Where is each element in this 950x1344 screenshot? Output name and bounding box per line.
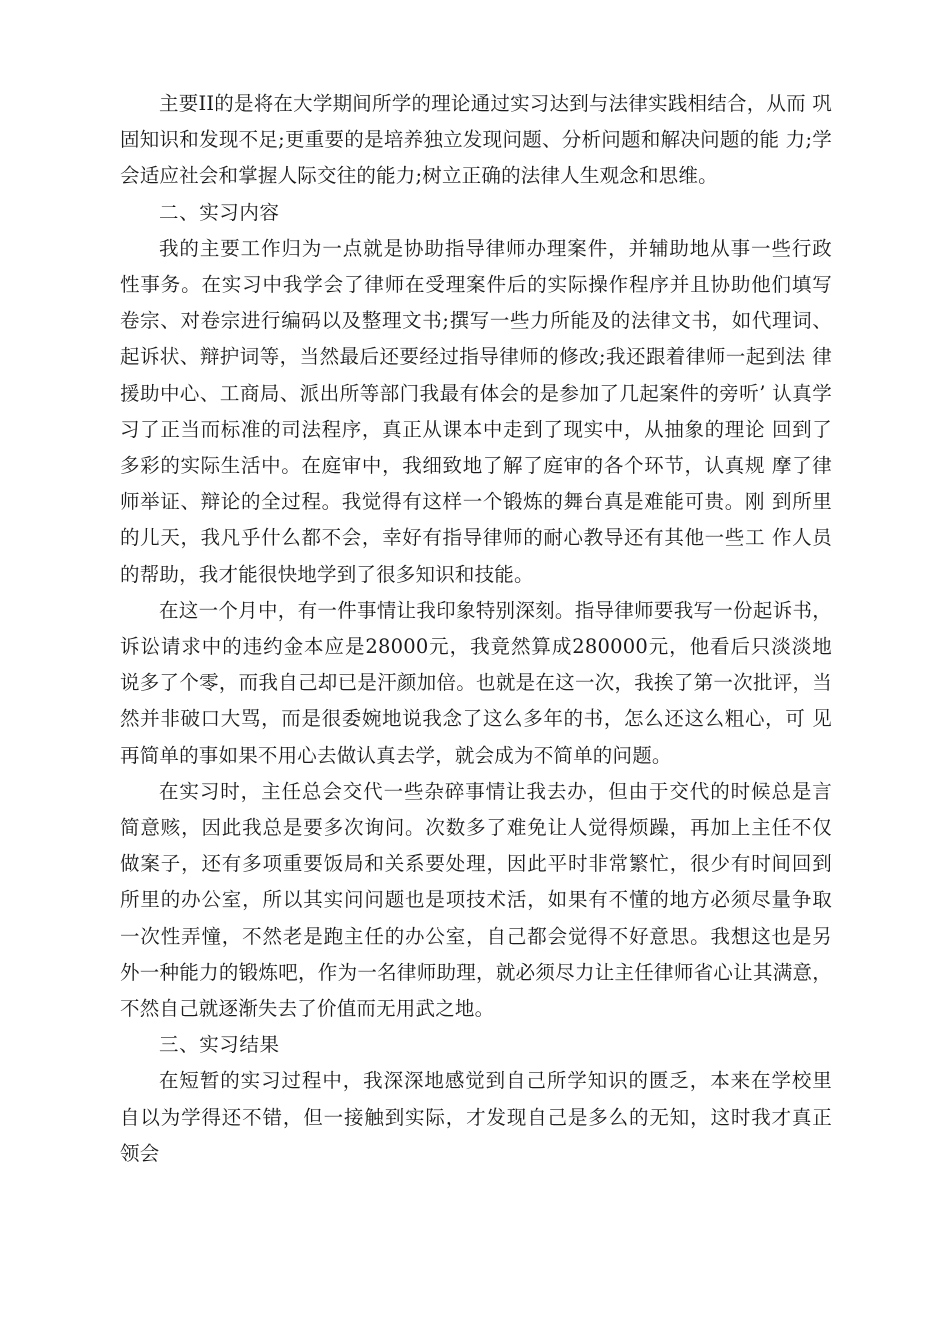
section-heading-internship-result: 三、实习结果: [159, 1033, 280, 1057]
paragraph-errands: 在实习时，主任总会交代一些杂碎事情让我去办，但由于交代的时候总是言 简意赅，因此我总是要多次询问。次数多了难免让人觉得烦躁，再加上主任不仅 做案子，还有多项重要饭局和关系要处理，因此平时非常繁忙，很少有时间回到 所里的办公室，所以其实问问题也是项技术活，如果有不懂的地方必须尽量争取 一次性弄憧，不然老是跑主任的办公室，自己都会觉得不好意思。我想这也是另 外一种能力的锻炼吧，作为一名律师助理，就必须尽力让主任律师省心让其满意，不然自己就逐渐失去了价值而无用武之地。: [120, 779, 832, 1021]
section-heading-internship-content: 二、实习内容: [159, 200, 280, 224]
paragraph-result: 在短暂的实习过程中，我深深地感觉到自己所学知识的匮乏，本来在学校里 自以为学得还不错，但一接触到实际，才发现自己是多么的无知，这时我才真正 领会: [120, 1069, 832, 1165]
paragraph-main-work: 我的主要工作归为一点就是协助指导律师办理案件，并辅助地从事一些行政 性事务。在实习中我学会了律师在受理案件后的实际操作程序并且协助他们填写 卷宗、对卷宗进行编码以及整理文书;撰写一些力所能及的法律文书，如代理词、 起诉状、辩护词等，当然最后还要经过指导律师的修改;我还跟着律师一起到法 律援助中心、工商局、派出所等部门我最有体会的是参加了几起案件的旁听’ 认真学习了正当而标准的司法程序，真正从课本中走到了现实中，从抽象的理论 回到了多彩的实际生活中。在庭审中，我细致地了解了庭审的各个环节，认真规 摩了律师举证、辩论的全过程。我觉得有这样一个锻炼的舞台真是难能可贵。刚 到所里的儿天，我凡乎什么都不会，幸好有指导律师的耐心教导还有其他一些工 作人员的帮助，我才能很快地学到了很多知识和技能。: [120, 236, 832, 586]
document-page: [120, 86, 832, 1172]
paragraph-memorable-event: 在这一个月中，有一件事情让我印象特别深刻。指导律师要我写一份起诉书，诉讼请求中的违约金本应是28000元，我竟然算成280000元，他看后只淡淡地 说多了个零，而我自己却已是汗颜加倍。也就是在这一次，我挨了第一次批评，当然并非破口大骂，而是很委婉地说我念了这么多年的书，怎么还这么粗心，可 见再简单的事如果不用心去做认真去学，就会成为不简单的问题。: [120, 598, 832, 767]
paragraph-purpose: 主要II的是将在大学期间所学的理论通过实习达到与法律实践相结合，从而 巩固知识和发现不足;更重要的是培养独立发现问题、分析问题和解决问题的能 力;学会适应社会和掌握人际交往的能力;树立正确的法律人生观念和思维。: [120, 92, 832, 188]
